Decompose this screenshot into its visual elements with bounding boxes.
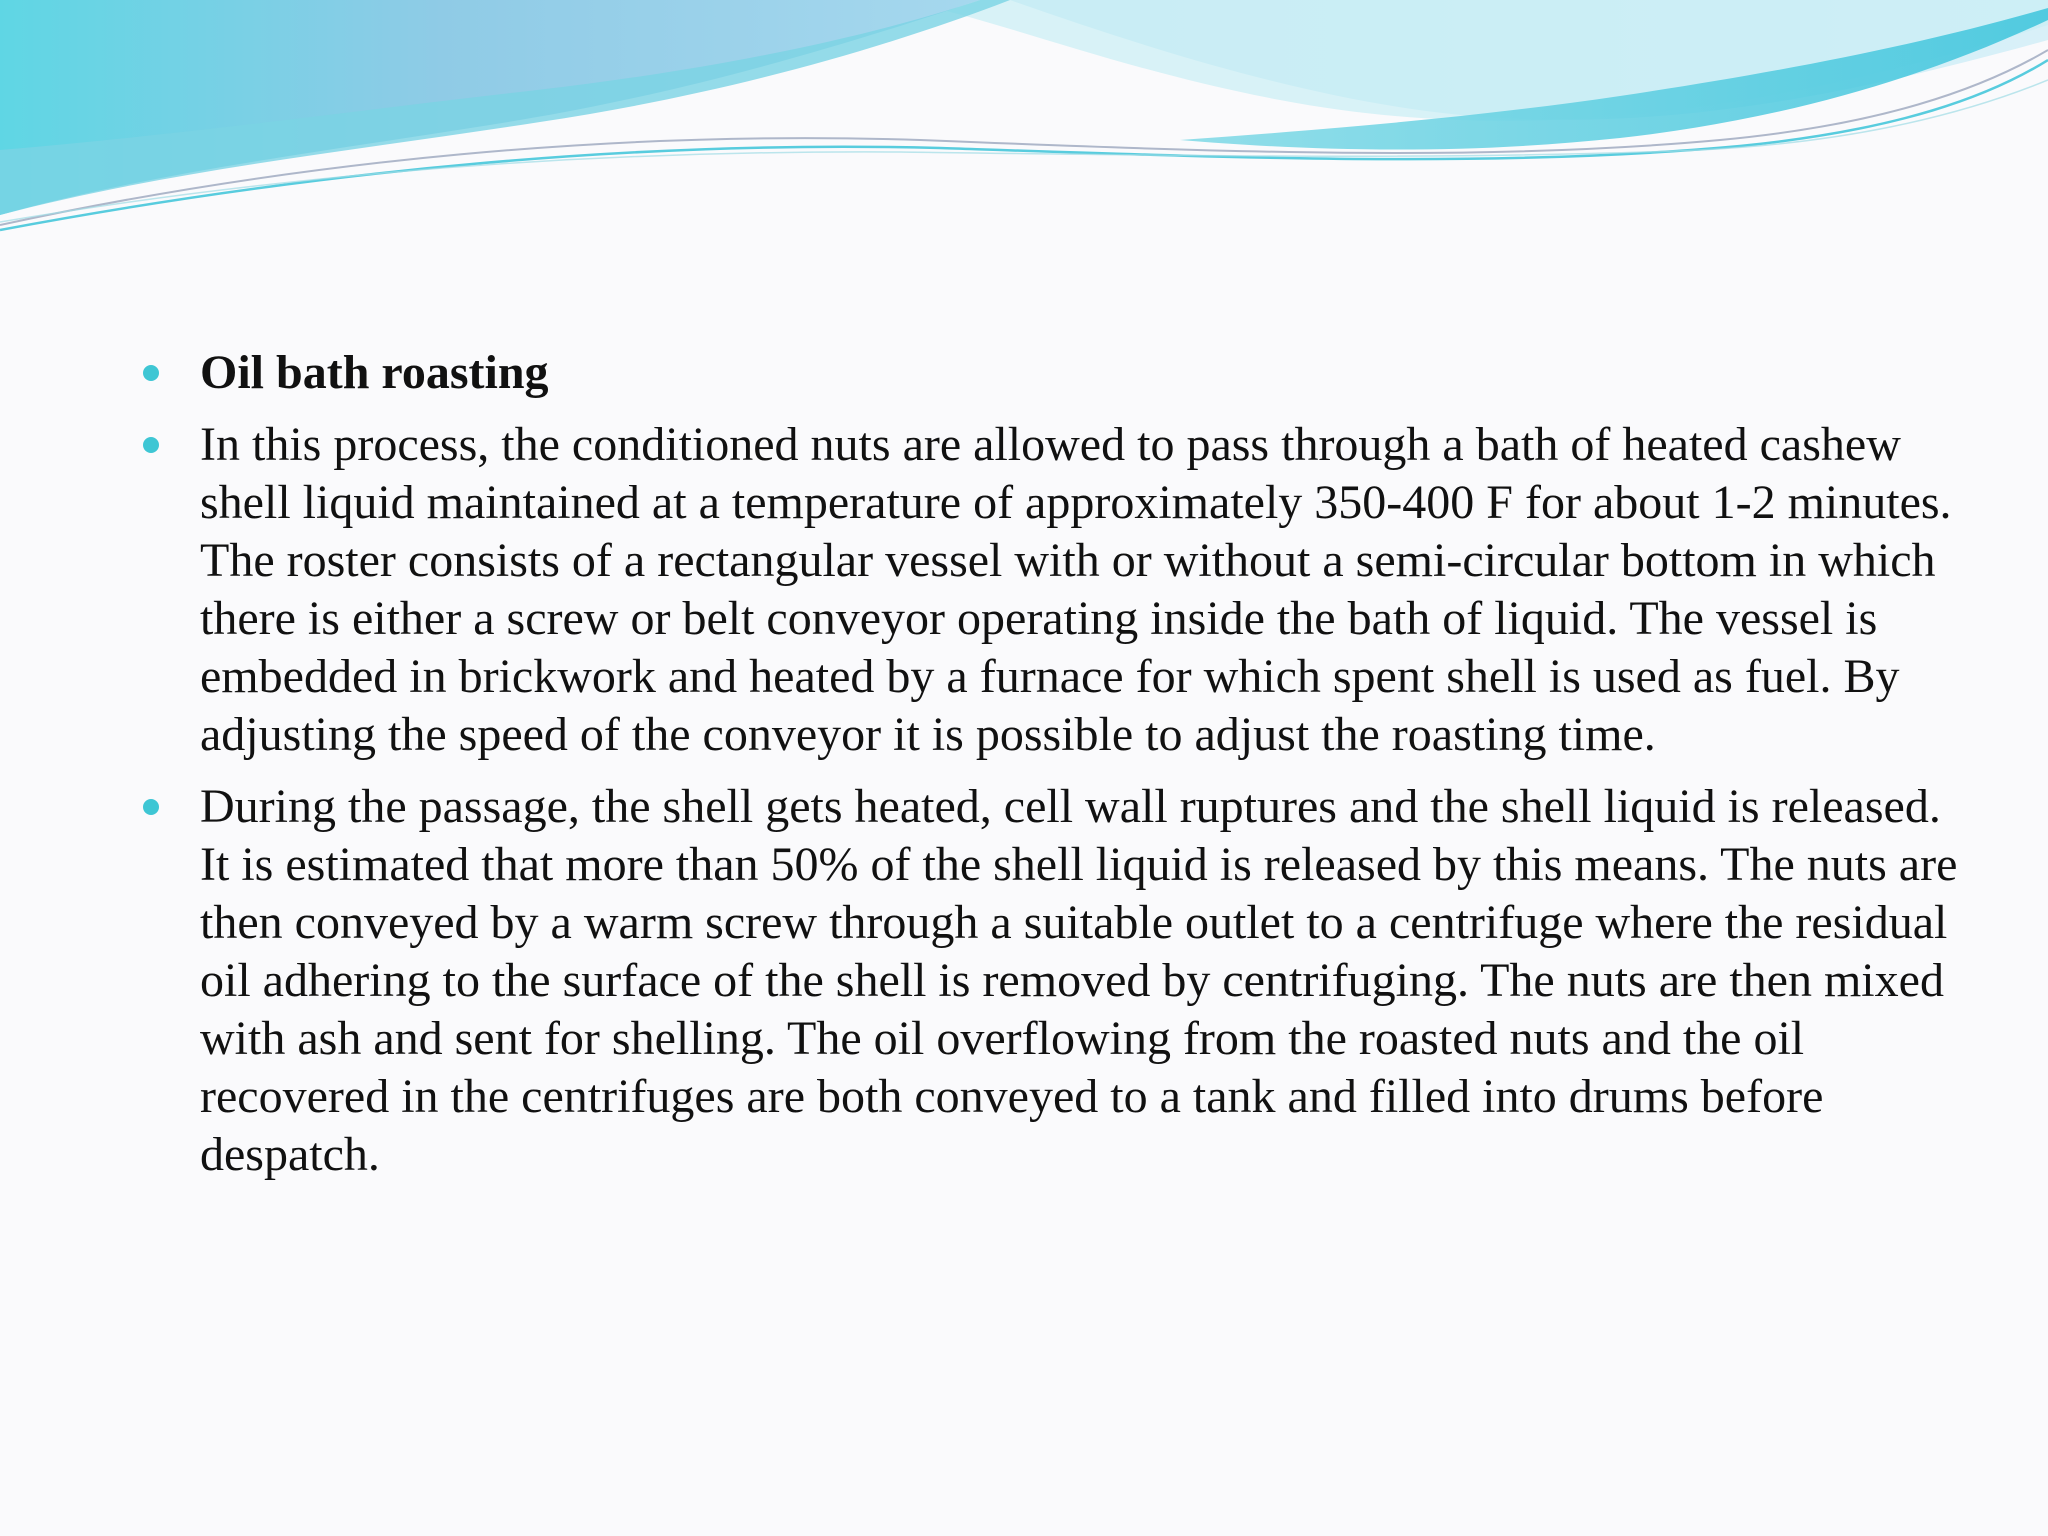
bullet-item-process [200,416,1960,764]
wave-header-decoration [0,0,2048,240]
slide-content [200,344,1960,1198]
bullet-text: During the passage, the shell gets heated, cell wall ruptures and the shell liquid is released. It is estimated that more than 50% of the shell liquid is released by this means. The nuts are then conveyed by a warm screw through a suitable outlet to a centrifuge where the residual oil adhering to the surface of the shell is removed by centrifuging. The nuts are then mixed with ash and sent for shelling. The oil overflowing from the roasted nuts and the oil recovered in the centrifuges are both conveyed to a tank and filled into drums before despatch. [200,780,1958,1181]
bullet-dot-icon [143,799,159,815]
bullet-dot-icon [143,437,159,453]
bullet-item-heading [200,344,1960,402]
bullet-item-passage [200,778,1960,1184]
bullet-list [200,344,1960,1184]
bullet-text: In this process, the conditioned nuts are allowed to pass through a bath of heated cashew shell liquid maintained at a temperature of approximately 350-400 F for about 1-2 minutes. The roster consists of a rectangular vessel with or without a semi-circular bottom in which there is either a screw or belt conveyor operating inside the bath of liquid. The vessel is embedded in brickwork and heated by a furnace for which spent shell is used as fuel. By adjusting the speed of the conveyor it is possible to adjust the roasting time. [200,418,1952,761]
bullet-text: Oil bath roasting [200,346,549,399]
bullet-dot-icon [143,365,159,381]
